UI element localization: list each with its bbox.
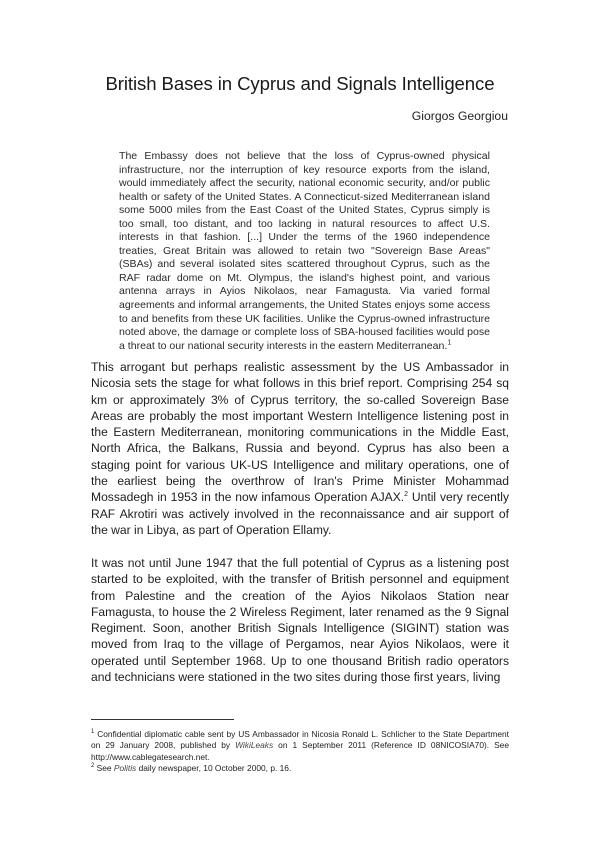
footnote-ref-1[interactable]: 1 [447, 339, 452, 347]
footnote-2 [91, 763, 509, 774]
footnote-source-name: WikiLeaks [235, 740, 274, 751]
paragraph-text-continued: Until very recently RAF Akrotiri was actively involved in the reconnaissance and air support of the war in Libya, as part of Operation Ellamy. [91, 490, 509, 537]
footnotes-section [91, 729, 509, 775]
footnote-1 [91, 729, 509, 763]
footnote-text-continued: on 1 September 2011 (Reference ID 08NICOSIA70). See http://www.cablegatesearch.net. [91, 740, 509, 762]
body-paragraph [91, 555, 509, 685]
footnote-text: See [96, 763, 114, 774]
paragraph-text: It was not until June 1947 that the full potential of Cyprus as a listening post started to be exploited, with the transfer of British personnel and equipment from Palestine and the creation of the Ayios Nikolaos Station near Famagusta, to house the 2 Wireless Regiment, later renamed as the 9 Signal Regiment. Soon, another British Signals Intelligence (SIGINT) station was moved from Iraq to the village of Pergamos, near Ayios Nikolaos, were it operated until September 1968. Up to one thousand British radio operators and technicians were stationed in the two sites during those first years, living [91, 556, 509, 685]
paragraph-text: This arrogant but perhaps realistic assessment by the US Ambassador in Nicosia sets the stage for what follows in this brief report. Comprising 254 sq km or approximately 3% of Cyprus territory, the so-called Sovereign Base Areas are probably the most important Western Intelligence listening post in the Eastern Mediterranean, monitoring communications in the Middle East, North Africa, the Balkans, Russia and beyond. Cyprus has also been a staging point for various UK-US Intelligence and military operations, one of the earliest being the overthrow of Iran's Prime Minister Mohammad Mossadegh in 1953 in the now infamous Operation AJAX. [91, 360, 509, 505]
footnote-text: Confidential diplomatic cable sent by US Ambassador in Nicosia Ronald L. Schlicher to the State Department on 29 January 2008, published by [91, 729, 509, 751]
author-name: Giorgos Georgiou [411, 109, 508, 123]
footnote-separator [91, 719, 234, 720]
page-title: British Bases in Cyprus and Signals Intelligence [105, 73, 495, 94]
block-quote-text: The Embassy does not believe that the loss of Cyprus-owned physical infrastructure, nor the interruption of key resource exports from the island, would immediately affect the security, national economic security, and/or public health or safety of the United States. A Connecticut-sized Mediterranean island some 5000 miles from the East Coast of the United States, Cyprus simply is too small, too distant, and too lacking in natural resources to affect U.S. interests in that fashion. [...] Under the terms of the 1960 independence treaties, Great Britain was allowed to retain two "Sovereign Base Areas" (SBAs) and several isolated sites scattered throughout Cyprus, such as the RAF radar dome on Mt. Olympus, the island's highest point, and various antenna arrays in Ayios Nikolaos, near Famagusta. Via varied formal agreements and informal arrangements, the United States enjoys some access to and benefits from these UK facilities. Unlike the Cyprus-owned infrastructure noted above, the damage or complete loss of SBA-housed facilities would pose a threat to our national security interests in the eastern Mediterranean. [119, 150, 490, 352]
body-paragraph [91, 359, 509, 538]
footnote-number: 1 [91, 729, 95, 736]
block-quote [119, 150, 490, 353]
footnote-source-name: Politis [113, 763, 137, 774]
footnote-ref-2[interactable]: 2 [404, 491, 409, 499]
footnote-number: 2 [91, 763, 95, 770]
footnote-text-continued: daily newspaper, 10 October 2000, p. 16. [136, 763, 292, 774]
